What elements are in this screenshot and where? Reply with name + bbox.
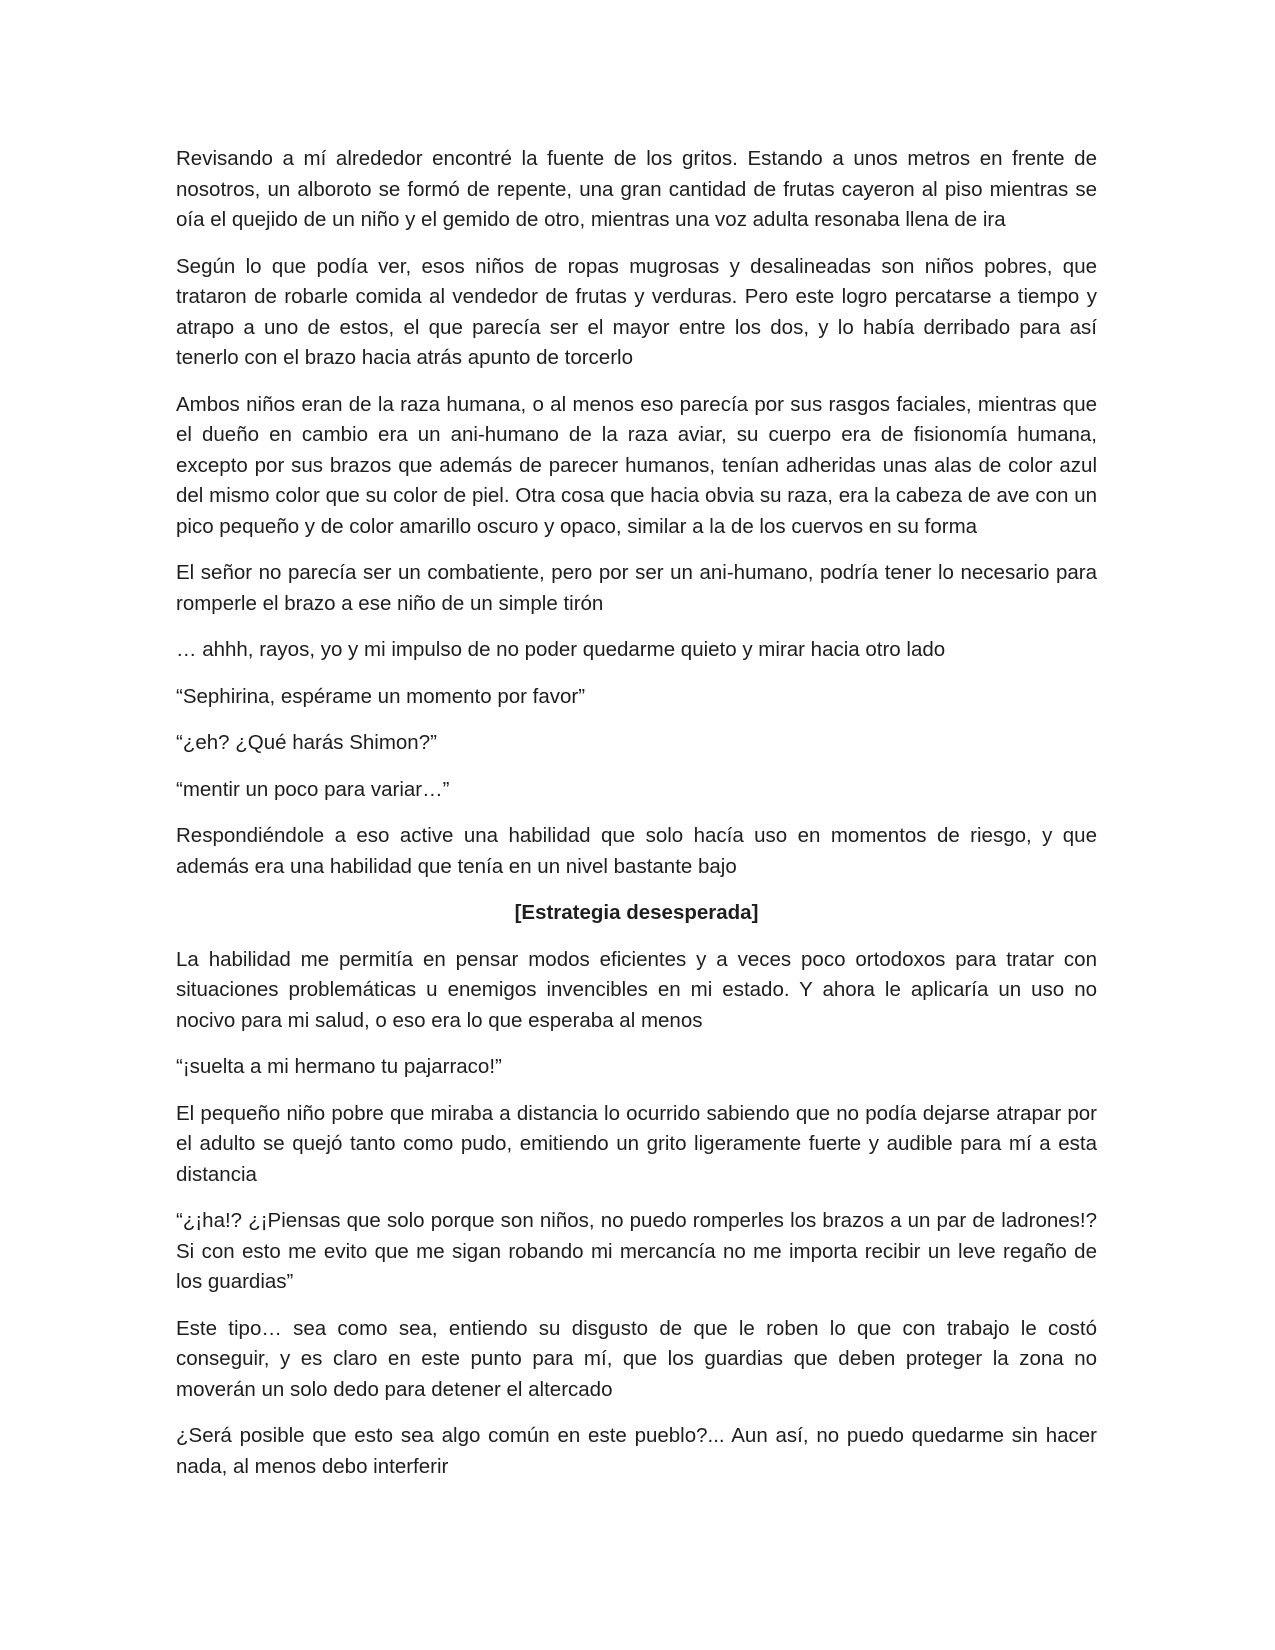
paragraph-10: ¿Será posible que esto sea algo común en este pueblo?... Aun así, no puedo quedarme sin hacer nada, al menos debo interferir: [176, 1424, 1097, 1478]
dialogue-line-3: “mentir un poco para variar…”: [176, 777, 450, 801]
dialogue-line-2: “¿eh? ¿Qué harás Shimon?”: [176, 731, 437, 754]
dialogue-line-4: “¡suelta a mi hermano tu pajarraco!”: [176, 1055, 502, 1078]
paragraph-6: Respondiéndole a eso active una habilidad que solo hacía uso en momentos de riesgo, y que además era una habilidad que tenía en un nivel bastante bajo: [176, 824, 1097, 878]
dialogue-line-1: “Sephirina, espérame un momento por favor”: [176, 684, 586, 708]
paragraph-2: Según lo que podía ver, esos niños de ropas mugrosas y desalineadas son niños pobres, que trataron de robarle comida al vendedor de frutas y verduras. Pero este logro percatarse a tiempo y atrapo a uno de estos, el que parecía ser el mayor entre los dos, y lo había derribado para así tenerlo con el brazo hacia atrás apunto de torcerlo: [176, 254, 1097, 369]
paragraph-4: El señor no parecía ser un combatiente, pero por ser un ani-humano, podría tener lo necesario para romperle el brazo a ese niño de un simple tirón: [176, 561, 1097, 615]
paragraph-3: Ambos niños eran de la raza humana, o al menos eso parecía por sus rasgos faciales, mientras que el dueño en cambio era un ani-humano de la raza aviar, su cuerpo era de fisionomía humana, excepto por sus brazos que además de parecer humanos, tenían adheridas unas alas de color azul del mismo color que su color de piel. Otra cosa que hacia obvia su raza, era la cabeza de ave con un pico pequeño y de color amarillo oscuro y opaco, similar a la de los cuervos en su forma: [176, 392, 1097, 538]
dialogue-line-5: “¿¡ha!? ¿¡Piensas que solo porque son niños, no puedo romperles los brazos a un par de ladrones!? Si con esto me evito que me sigan robando mi mercancía no me importa recibir un leve regaño de los guardias”: [176, 1209, 1097, 1293]
paragraph-8: El pequeño niño pobre que miraba a distancia lo ocurrido sabiendo que no podía dejarse atrapar por el adulto se quejó tanto como pudo, emitiendo un grito ligeramente fuerte y audible para mí a esta distancia: [176, 1101, 1097, 1186]
paragraph-5: … ahhh, rayos, yo y mi impulso de no poder quedarme quieto y mirar hacia otro lado: [176, 638, 946, 661]
paragraph-1: Revisando a mí alrededor encontré la fuente de los gritos. Estando a unos metros en frente de nosotros, un alboroto se formó de repente, una gran cantidad de frutas cayeron al piso mientras se oía el quejido de un niño y el gemido de otro, mientras una voz adulta resonaba llena de ira: [176, 147, 1097, 231]
paragraph-7: La habilidad me permitía en pensar modos eficientes y a veces poco ortodoxos para tratar con situaciones problemáticas u enemigos invencibles en mi estado. Y ahora le aplicaría un uso no nocivo para mi salud, o eso era lo que esperaba al menos: [176, 947, 1097, 1032]
document-page: [176, 144, 1097, 1498]
skill-heading: [Estrategia desesperada]: [514, 901, 759, 924]
paragraph-9: Este tipo… sea como sea, entiendo su disgusto de que le roben lo que con trabajo le costó conseguir, y es claro en este punto para mí, que los guardias que deben proteger la zona no moverán un solo dedo para detener el altercado: [176, 1316, 1097, 1401]
